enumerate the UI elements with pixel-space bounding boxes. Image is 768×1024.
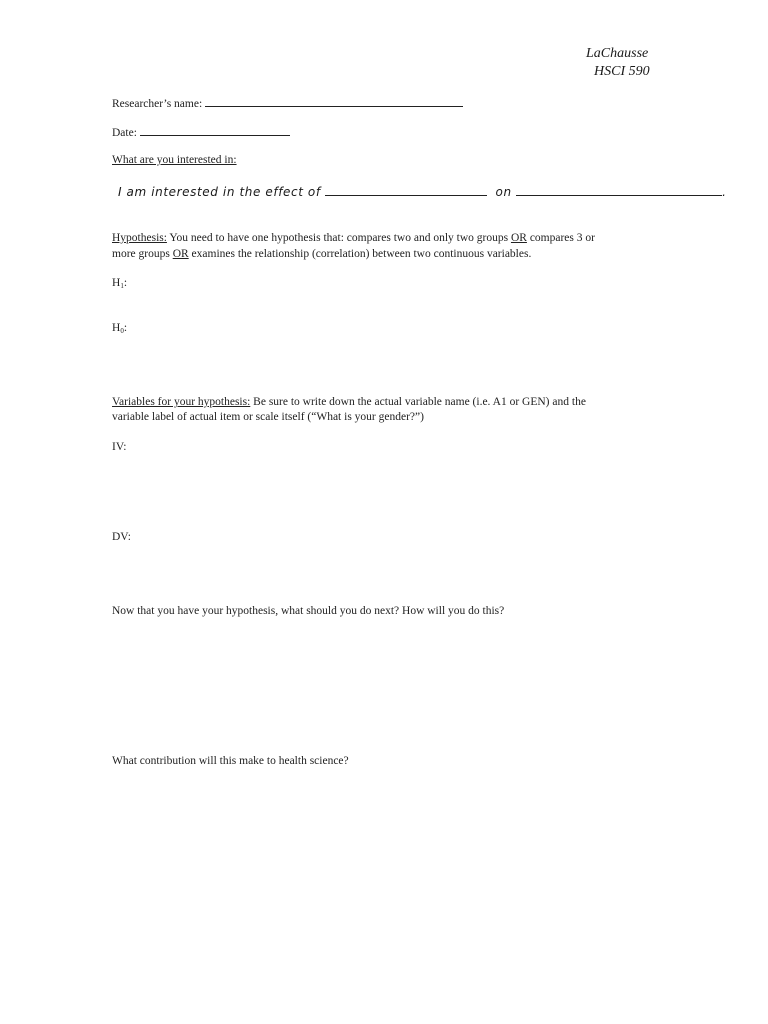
h1-label [112, 277, 127, 290]
hypothesis-text-c: more groups [112, 248, 173, 260]
researcher-name-blank[interactable] [205, 95, 463, 107]
header-course: HSCI 590 [594, 64, 650, 79]
hypothesis-label: Hypothesis: [112, 232, 167, 244]
h0-colon: : [123, 322, 128, 334]
hypothesis-or-1: OR [510, 232, 527, 244]
variables-paragraph-line1 [112, 396, 586, 408]
h1-subscript: 1 [120, 282, 124, 290]
h0-letter: H [112, 322, 121, 334]
h1-colon: : [123, 277, 128, 289]
variables-label: Variables for your hypothesis: [112, 396, 251, 408]
researcher-name-line [112, 95, 463, 110]
next-step-question: Now that you have your hypothesis, what should you do next? How will you do this? [112, 605, 505, 617]
date-label: Date: [112, 127, 137, 139]
variables-text-a: Be sure to write down the actual variable name (i.e. A1 or GEN) and the [250, 396, 586, 408]
interest-connector: on [495, 185, 512, 199]
interest-heading: What are you interested in: [112, 154, 237, 166]
researcher-name-label: Researcher’s name: [112, 98, 203, 110]
interest-outcome-blank[interactable] [516, 185, 722, 196]
hypothesis-text-b: compares 3 or [526, 232, 595, 244]
dv-label: DV: [112, 531, 131, 543]
iv-label: IV: [112, 441, 127, 453]
h0-subscript: 0 [120, 327, 124, 335]
interest-period: . [722, 185, 727, 199]
hypothesis-or-2: OR [172, 248, 189, 260]
date-line [112, 124, 290, 139]
hypothesis-paragraph-line2 [112, 248, 531, 260]
contribution-question: What contribution will this make to health science? [112, 755, 349, 767]
hypothesis-text-d: examines the relationship (correlation) between two continuous variables. [188, 248, 532, 260]
hypothesis-text-a: You need to have one hypothesis that: compares two and only two groups [166, 232, 511, 244]
variables-paragraph-line2: variable label of actual item or scale itself (“What is your gender?”) [112, 411, 424, 423]
interest-sentence [118, 185, 727, 199]
interest-effect-blank[interactable] [325, 185, 487, 196]
h0-label [112, 322, 127, 335]
interest-sentence-start: I am interested in the effect of [118, 185, 321, 199]
h1-letter: H [112, 277, 121, 289]
header-author: LaChausse [586, 46, 649, 61]
date-blank[interactable] [140, 124, 290, 136]
hypothesis-paragraph-line1 [112, 232, 595, 244]
